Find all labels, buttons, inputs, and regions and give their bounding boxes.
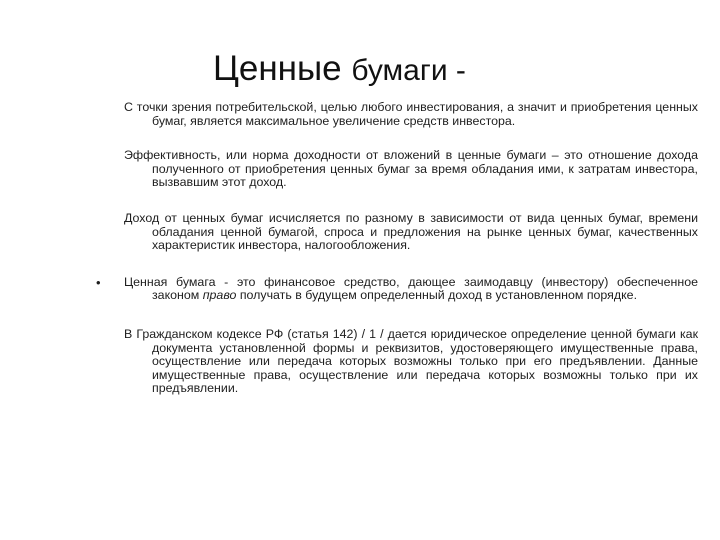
definition-text-end: получать в будущем определенный доход в установленном порядке. xyxy=(236,288,638,303)
paragraph-civil-code: В Гражданском кодексе РФ (статья 142) / 1 / дается юридическое определение ценной бумаги как документа установленной формы и реквизитов, удостоверяющего имущественные права, осуществление или передача которых возможны только при его предъявлении. Данные имущественные права, осуществление или передача которых возможны только при их предъявлении. xyxy=(124,326,698,396)
bullet-marker: • xyxy=(96,274,101,290)
paragraph-security-definition xyxy=(96,274,698,303)
title-word-1: Ценные xyxy=(213,49,342,88)
paragraph-efficiency: Эффективность, или норма доходности от вложений в ценные бумаги – это отношение дохода полученного от приобретения ценных бумаг за время обладания ими, к затратам инвестора, вызвавшим этот доход. xyxy=(124,148,698,190)
definition-emphasis: право xyxy=(202,288,237,303)
slide-body xyxy=(96,100,698,417)
slide-title xyxy=(213,48,466,92)
definition-text-start: Ценная бумага - это финансовое средство, дающее заимодавцу (инвестору) обеспеченное законом xyxy=(124,274,698,303)
title-word-2: бумаги - xyxy=(351,54,466,87)
paragraph-investment-goal: С точки зрения потребительской, целью любого инвестирования, а значит и приобретения ценных бумаг, является максимальное увеличение средств инвестора. xyxy=(124,100,698,128)
paragraph-income: Доход от ценных бумаг исчисляется по разному в зависимости от вида ценных бумаг, времени обладания ценной бумагой, спроса и предложения на рынке ценных бумаг, качественных характеристик инвестора, налогообложения. xyxy=(124,210,698,253)
